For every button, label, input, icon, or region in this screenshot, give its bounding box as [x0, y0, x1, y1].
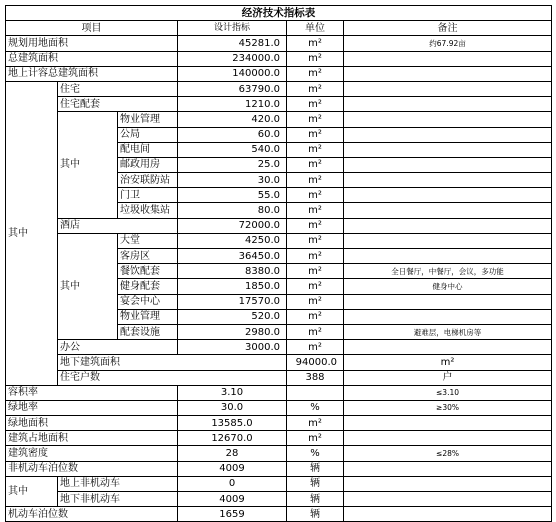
row-label: 门卫 [118, 188, 178, 203]
row-label: 住宅 [58, 81, 178, 96]
row-note [344, 203, 552, 218]
table-row [6, 355, 552, 370]
header-unit: 单位 [287, 21, 344, 36]
row-value: 540.0 [178, 142, 287, 157]
row-note [344, 233, 552, 248]
row-label: 绿地率 [6, 400, 178, 415]
row-note: ≤3.10 [344, 385, 552, 400]
row-value: 388 [287, 370, 344, 385]
row-value: 12670.0 [178, 431, 287, 446]
row-value: 60.0 [178, 127, 287, 142]
row-note [344, 416, 552, 431]
row-value: 4009 [178, 461, 287, 476]
row-label: 非机动车泊位数 [6, 461, 178, 476]
row-note [344, 188, 552, 203]
table-row [6, 370, 552, 385]
row-value: 140000.0 [178, 66, 287, 81]
row-unit: m² [287, 431, 344, 446]
row-label: 垃圾收集站 [118, 203, 178, 218]
row-note [344, 476, 552, 491]
row-note [344, 461, 552, 476]
row-note [344, 173, 552, 188]
row-label: 餐饮配套 [118, 264, 178, 279]
row-label: 建筑占地面积 [6, 431, 178, 446]
row-unit: m² [344, 355, 552, 370]
row-note: ≤28% [344, 446, 552, 461]
row-value: 420.0 [178, 112, 287, 127]
row-unit [287, 385, 344, 400]
row-unit: m² [287, 203, 344, 218]
row-value: 63790.0 [178, 81, 287, 96]
row-value: 2980.0 [178, 324, 287, 339]
row-unit: 户 [344, 370, 552, 385]
row-value: 55.0 [178, 188, 287, 203]
row-value: 80.0 [178, 203, 287, 218]
row-label: 住宅配套 [58, 97, 178, 112]
row-label: 建筑密度 [6, 446, 178, 461]
row-unit: m² [287, 416, 344, 431]
table-row [6, 97, 552, 112]
table-row [6, 416, 552, 431]
row-unit: m² [287, 309, 344, 324]
row-label: 客房区 [118, 249, 178, 264]
row-value: 234000.0 [178, 51, 287, 66]
table-row [6, 36, 552, 51]
row-unit: m² [287, 142, 344, 157]
row-note: 避难层，电梯机房等 [344, 324, 552, 339]
row-unit: m² [287, 249, 344, 264]
row-label: 住宅户数 [58, 370, 287, 385]
row-value: 30.0 [178, 400, 287, 415]
row-note [344, 340, 552, 355]
row-unit: m² [287, 81, 344, 96]
row-note: 约67.92亩 [344, 36, 552, 51]
row-value: 1210.0 [178, 97, 287, 112]
table-row [6, 340, 552, 355]
row-value: 30.0 [178, 173, 287, 188]
row-value: 72000.0 [178, 218, 287, 233]
row-note [344, 507, 552, 522]
row-value: 520.0 [178, 309, 287, 324]
row-unit: m² [287, 127, 344, 142]
row-value: 1850.0 [178, 279, 287, 294]
row-value: 4250.0 [178, 233, 287, 248]
row-unit: m² [287, 36, 344, 51]
row-note [344, 249, 552, 264]
row-value: 36450.0 [178, 249, 287, 264]
row-note [344, 81, 552, 96]
row-label: 公局 [118, 127, 178, 142]
row-unit: m² [287, 51, 344, 66]
row-value: 8380.0 [178, 264, 287, 279]
row-unit: m² [287, 157, 344, 172]
row-label: 地上计容总建筑面积 [6, 66, 178, 81]
row-note [344, 142, 552, 157]
indicator-table [5, 5, 552, 522]
row-label: 治安联防站 [118, 173, 178, 188]
row-value: 0 [178, 476, 287, 491]
row-unit: m² [287, 264, 344, 279]
row-label: 容积率 [6, 385, 178, 400]
group-label-qizhong: 其中 [58, 112, 118, 218]
table-row [6, 446, 552, 461]
row-value: 28 [178, 446, 287, 461]
row-label: 物业管理 [118, 112, 178, 127]
row-value: 1659 [178, 507, 287, 522]
row-label: 地下建筑面积 [58, 355, 287, 370]
row-value: 94000.0 [287, 355, 344, 370]
row-note [344, 492, 552, 507]
table-row [6, 507, 552, 522]
row-label: 绿地面积 [6, 416, 178, 431]
row-value: 17570.0 [178, 294, 287, 309]
row-note [344, 431, 552, 446]
group-label-qizhong: 其中 [58, 233, 118, 339]
row-note: ≥30% [344, 400, 552, 415]
table-row [6, 385, 552, 400]
table-row [6, 81, 552, 96]
header-value: 设计指标 [178, 21, 287, 36]
row-note: 全日餐厅，中餐厅，会议，多功能 [344, 264, 552, 279]
row-label: 大堂 [118, 233, 178, 248]
row-value: 45281.0 [178, 36, 287, 51]
table-row [6, 66, 552, 81]
row-label: 总建筑面积 [6, 51, 178, 66]
row-label: 配套设施 [118, 324, 178, 339]
title-row [6, 6, 552, 21]
row-label: 宴会中心 [118, 294, 178, 309]
group-label-qizhong: 其中 [6, 81, 58, 385]
row-note: 健身中心 [344, 279, 552, 294]
row-note [344, 127, 552, 142]
row-note [344, 309, 552, 324]
row-unit: 辆 [287, 476, 344, 491]
header-item: 项目 [6, 21, 178, 36]
row-value: 3000.0 [178, 340, 287, 355]
header-row [6, 21, 552, 36]
table-title: 经济技术指标表 [6, 6, 552, 21]
row-note [344, 218, 552, 233]
row-label: 物业管理 [118, 309, 178, 324]
header-note: 备注 [344, 21, 552, 36]
row-unit: m² [287, 340, 344, 355]
row-unit: m² [287, 112, 344, 127]
row-label: 机动车泊位数 [6, 507, 178, 522]
row-label: 地上非机动车 [58, 476, 178, 491]
table-row [6, 51, 552, 66]
table-row [6, 476, 552, 491]
table-row [6, 233, 552, 248]
row-unit: m² [287, 188, 344, 203]
row-unit: m² [287, 233, 344, 248]
row-unit: % [287, 446, 344, 461]
row-note [344, 66, 552, 81]
row-unit: % [287, 400, 344, 415]
table-row [6, 492, 552, 507]
row-value: 13585.0 [178, 416, 287, 431]
row-value: 4009 [178, 492, 287, 507]
row-note [344, 97, 552, 112]
row-note [344, 51, 552, 66]
row-note [344, 294, 552, 309]
row-value: 25.0 [178, 157, 287, 172]
row-unit: m² [287, 279, 344, 294]
row-unit: m² [287, 173, 344, 188]
row-unit: 辆 [287, 461, 344, 476]
table-row [6, 112, 552, 127]
table-row [6, 400, 552, 415]
row-label: 酒店 [58, 218, 178, 233]
row-unit: m² [287, 66, 344, 81]
row-unit: 辆 [287, 507, 344, 522]
row-value: 3.10 [178, 385, 287, 400]
row-note [344, 157, 552, 172]
table-row [6, 218, 552, 233]
row-label: 邮政用房 [118, 157, 178, 172]
row-unit: m² [287, 324, 344, 339]
row-label: 健身配套 [118, 279, 178, 294]
row-label: 规划用地面积 [6, 36, 178, 51]
row-label: 办公 [58, 340, 178, 355]
row-unit: m² [287, 97, 344, 112]
row-unit: m² [287, 294, 344, 309]
row-unit: 辆 [287, 492, 344, 507]
row-label: 配电间 [118, 142, 178, 157]
row-label: 地下非机动车 [58, 492, 178, 507]
table-row [6, 461, 552, 476]
row-unit: m² [287, 218, 344, 233]
group-label-qizhong: 其中 [6, 476, 58, 506]
table-row [6, 431, 552, 446]
row-note [344, 112, 552, 127]
